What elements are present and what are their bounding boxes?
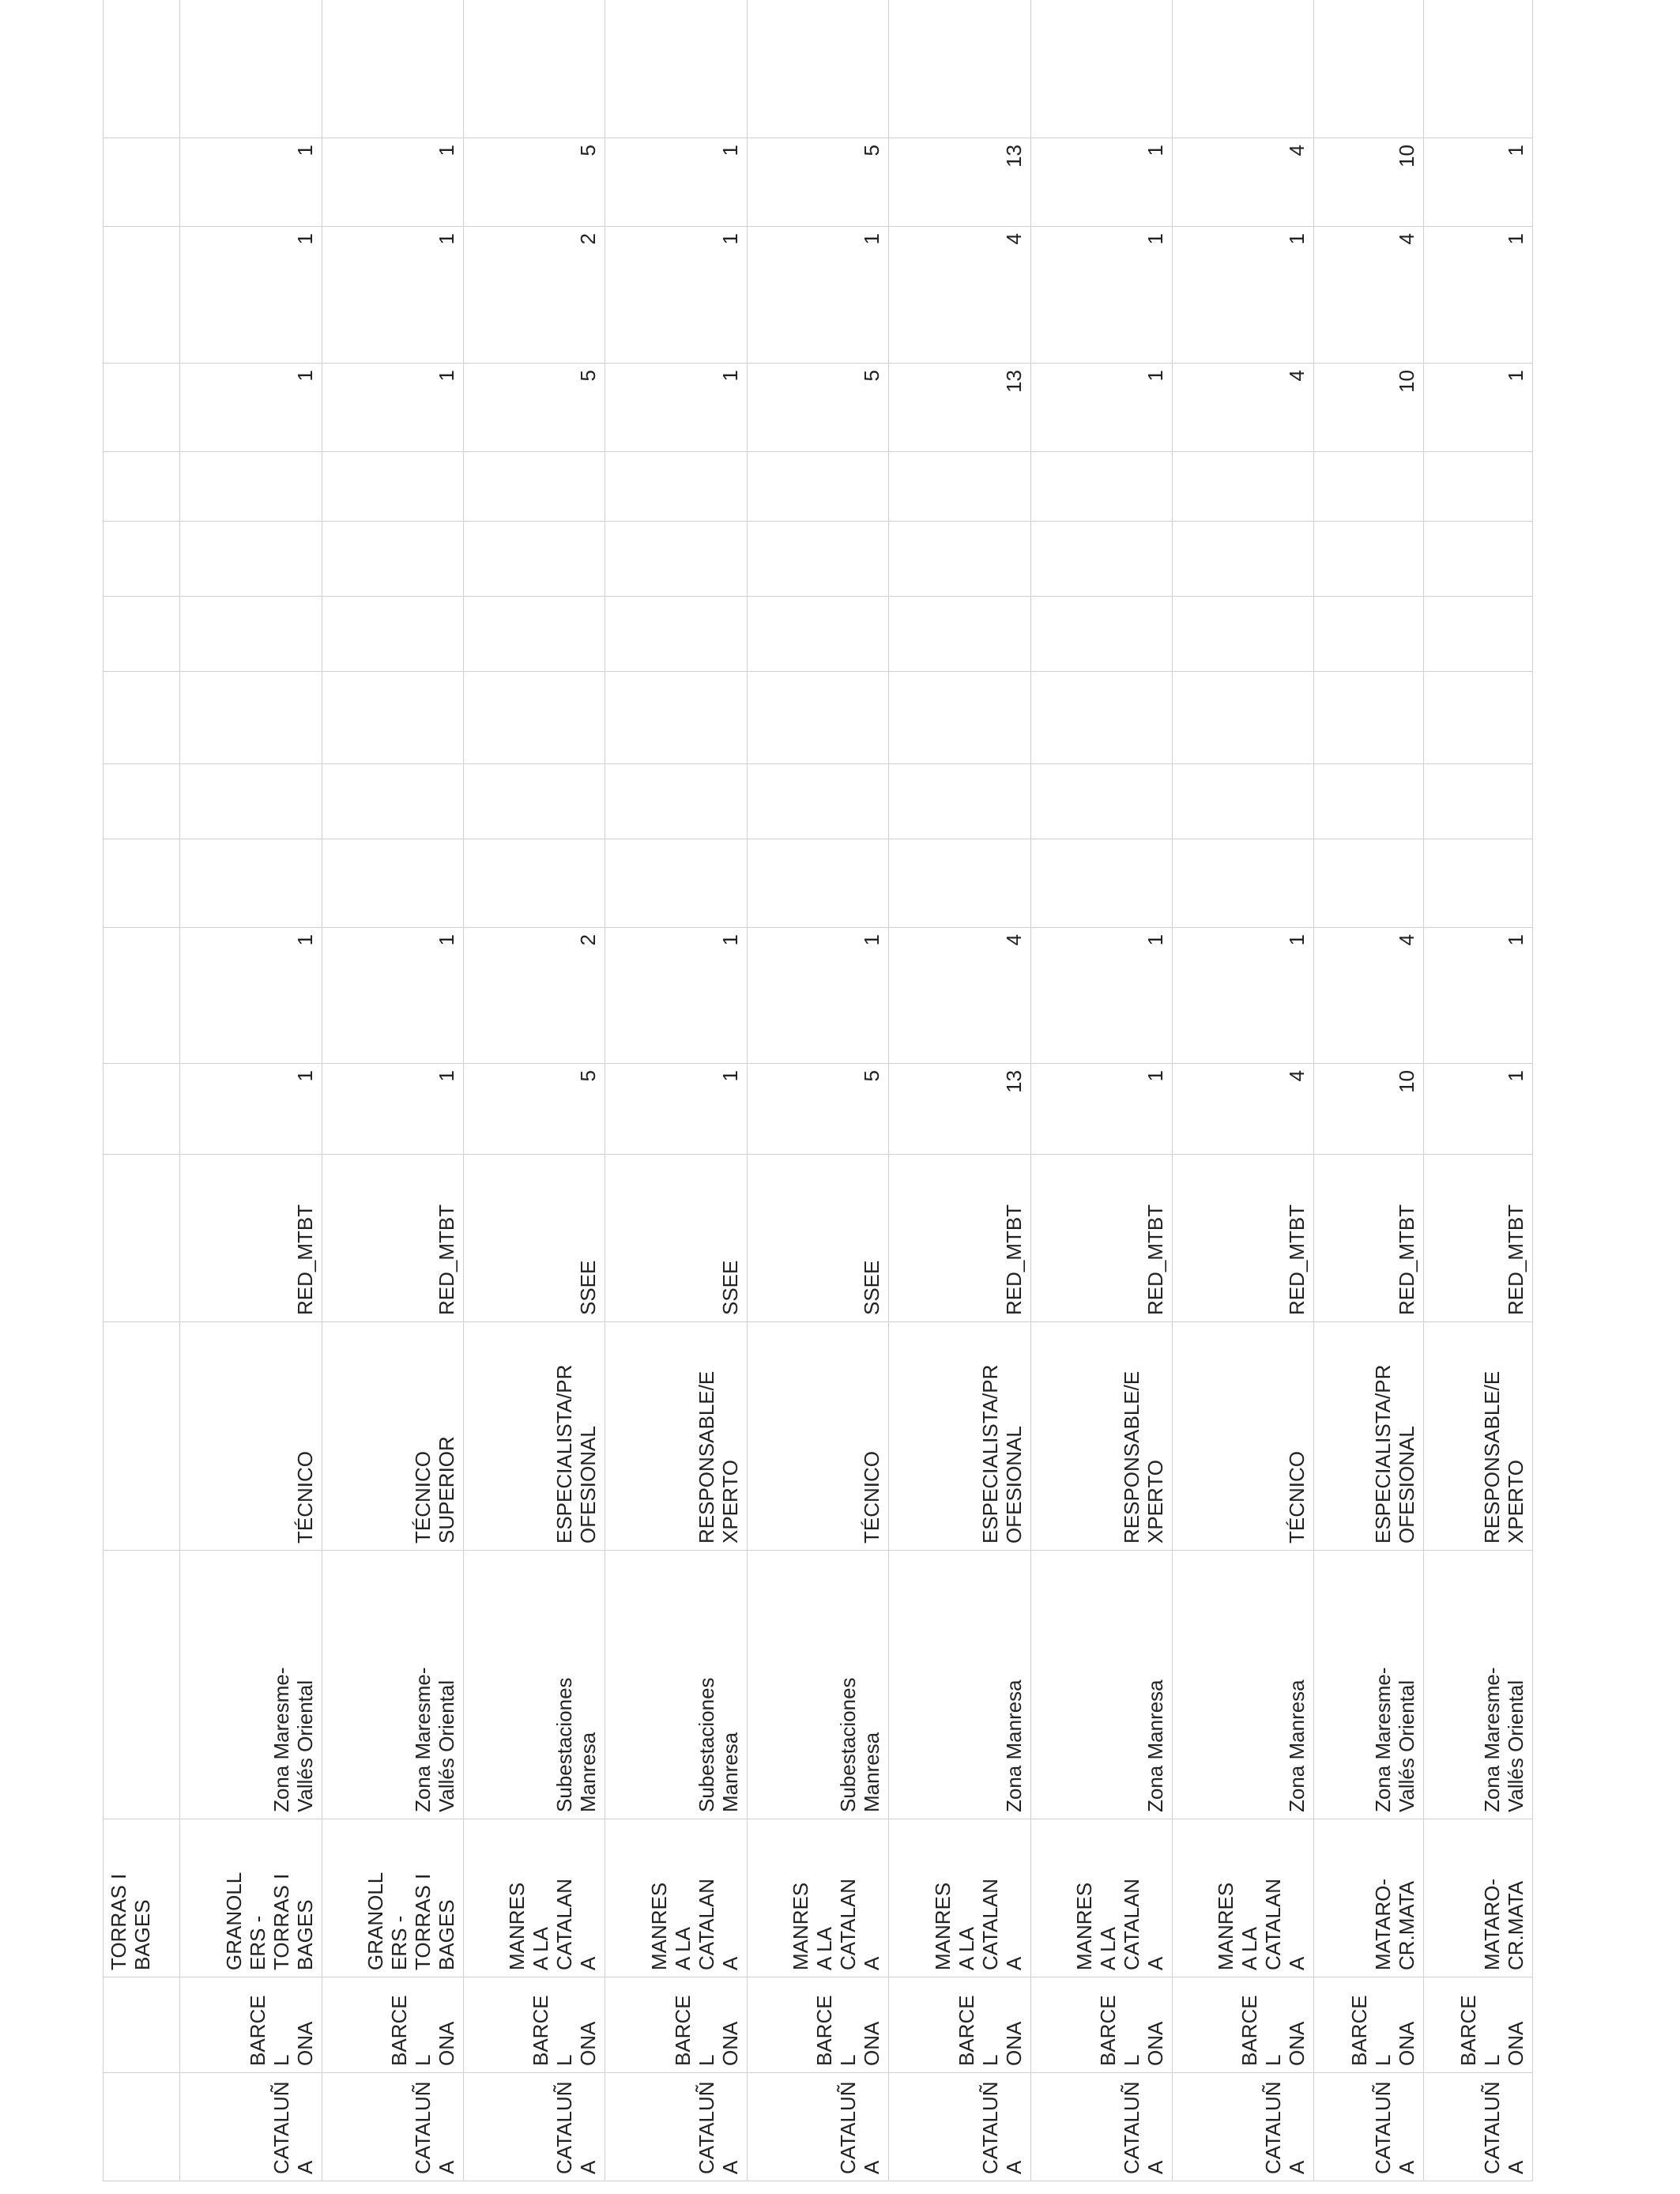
table-cell: 1 [1423,928,1532,1064]
table-cell [1172,672,1313,764]
table-cell: 1 [1030,227,1172,364]
table-cell: RED_MTBT [322,1155,463,1322]
table-cell: 1 [1030,1064,1172,1155]
table-cell [1314,0,1423,138]
table-cell: 1 [180,928,322,1064]
table-cell: CATALUÑ A [322,2073,463,2181]
table-cell [889,839,1030,928]
table-cell [180,672,322,764]
header-cell: TORRAS I BAGES [104,1819,180,1977]
table-cell [1172,597,1313,672]
table-cell: 1 [1030,928,1172,1064]
table-cell [889,597,1030,672]
table-cell [1030,764,1172,839]
table-cell [747,0,888,138]
table-cell [1423,839,1532,928]
table-cell: Subestaciones Manresa [464,1551,605,1819]
table-cell: 2 [464,928,605,1064]
table-cell: 1 [180,364,322,452]
table-cell: CATALUÑ A [1172,2073,1313,2181]
table-cell [464,672,605,764]
table-cell: 1 [322,364,463,452]
table-cell [889,0,1030,138]
header-cell [104,597,180,672]
header-row [104,0,180,2181]
header-cell [104,1977,180,2073]
table-cell: 1 [605,1064,747,1155]
table-cell: TÉCNICO [1172,1322,1313,1551]
table-cell: RESPONSABLE/E XPERTO [1423,1322,1532,1551]
table-cell: RED_MTBT [889,1155,1030,1322]
header-cell [104,928,180,1064]
table-cell: 5 [747,1064,888,1155]
table-cell [1423,452,1532,522]
header-cell [104,672,180,764]
table-cell: MANRES A LA CATALAN A [889,1819,1030,1977]
table-cell [605,764,747,839]
table-cell [1314,522,1423,597]
table-cell: CATALUÑ A [747,2073,888,2181]
table-cell: Zona Manresa [889,1551,1030,1819]
table-cell [889,522,1030,597]
table-cell: BARCEL ONA [1314,1977,1423,2073]
table-cell [605,452,747,522]
table-cell: 1 [322,227,463,364]
table-cell: RED_MTBT [1423,1155,1532,1322]
table-cell: CATALUÑ A [464,2073,605,2181]
data-table [103,0,1533,2181]
table-cell: BARCEL ONA [180,1977,322,2073]
table-cell: 1 [180,1064,322,1155]
table-cell [464,452,605,522]
table-cell: ESPECIALISTA/PR OFESIONAL [464,1322,605,1551]
table-cell [889,672,1030,764]
table-cell [747,522,888,597]
table-cell: BARCEL ONA [1172,1977,1313,2073]
table-cell: 1 [605,138,747,227]
table-cell: 1 [180,227,322,364]
table-cell: MANRES A LA CATALAN A [747,1819,888,1977]
table-cell [1423,0,1532,138]
table-cell [747,597,888,672]
table-cell [1030,522,1172,597]
table-cell: CATALUÑ A [180,2073,322,2181]
table-cell: SSEE [747,1155,888,1322]
table-cell [1423,672,1532,764]
table-cell [605,597,747,672]
table-cell: CATALUÑ A [1314,2073,1423,2181]
table-cell: Subestaciones Manresa [747,1551,888,1819]
table-cell [747,764,888,839]
table-row [180,0,322,2181]
table-cell: Subestaciones Manresa [605,1551,747,1819]
header-cell [104,1064,180,1155]
table-cell: GRANOLL ERS - TORRAS I BAGES [180,1819,322,1977]
table-cell: TÉCNICO [180,1322,322,1551]
table-row [605,0,747,2181]
table-cell [180,452,322,522]
table-cell [747,452,888,522]
header-cell [104,364,180,452]
table-cell: 4 [889,227,1030,364]
table-cell: 10 [1314,138,1423,227]
table-cell: MATARO- CR.MATA [1314,1819,1423,1977]
table-cell [464,522,605,597]
table-cell: 1 [1030,364,1172,452]
table-cell [1030,0,1172,138]
table-row [1172,0,1313,2181]
table-cell: BARCEL ONA [322,1977,463,2073]
table-cell: 1 [1423,138,1532,227]
header-cell [104,522,180,597]
table-cell: 1 [605,928,747,1064]
table-cell: 1 [322,138,463,227]
table-cell [464,0,605,138]
table-cell [605,839,747,928]
table-cell: BARCEL ONA [605,1977,747,2073]
header-cell [104,764,180,839]
table-cell: Zona Maresme- Vallés Oriental [1314,1551,1423,1819]
table-cell [747,839,888,928]
table-cell [464,597,605,672]
table-cell [180,764,322,839]
table-cell: MANRES A LA CATALAN A [605,1819,747,1977]
table-cell: 4 [1314,928,1423,1064]
rotated-spreadsheet-page [103,13,1533,2181]
table-cell [1030,672,1172,764]
table-cell: 13 [889,1064,1030,1155]
table-cell: 1 [747,928,888,1064]
table-cell: RED_MTBT [1172,1155,1313,1322]
table-cell [1423,522,1532,597]
table-cell: CATALUÑ A [1030,2073,1172,2181]
table-cell: 5 [747,138,888,227]
header-cell [104,0,180,138]
table-cell: CATALUÑ A [1423,2073,1532,2181]
table-cell [322,839,463,928]
table-cell: 4 [1172,138,1313,227]
table-cell: 13 [889,364,1030,452]
table-cell: 1 [747,227,888,364]
table-cell [889,452,1030,522]
table-cell: BARCEL ONA [889,1977,1030,2073]
header-cell [104,1551,180,1819]
table-cell [1172,522,1313,597]
table-cell [1030,452,1172,522]
table-cell [605,0,747,138]
table-cell: 1 [1172,928,1313,1064]
table-cell: ESPECIALISTA/PR OFESIONAL [889,1322,1030,1551]
table-row [322,0,463,2181]
table-cell: 10 [1314,364,1423,452]
table-cell [605,522,747,597]
table-cell [180,597,322,672]
table-cell [322,597,463,672]
table-cell: RESPONSABLE/E XPERTO [1030,1322,1172,1551]
table-body [104,0,1533,2181]
table-row [1030,0,1172,2181]
table-cell: 1 [322,1064,463,1155]
table-cell: RED_MTBT [1030,1155,1172,1322]
table-cell: CATALUÑ A [889,2073,1030,2181]
table-cell: BARCEL ONA [464,1977,605,2073]
table-cell [180,839,322,928]
table-cell: RED_MTBT [180,1155,322,1322]
table-row [747,0,888,2181]
table-row [464,0,605,2181]
table-cell: BARCEL ONA [1423,1977,1532,2073]
table-cell: ESPECIALISTA/PR OFESIONAL [1314,1322,1423,1551]
table-cell: 1 [1423,364,1532,452]
table-cell: 5 [464,364,605,452]
table-cell [322,672,463,764]
table-cell [1172,839,1313,928]
table-cell: RED_MTBT [1314,1155,1423,1322]
table-cell [1172,0,1313,138]
table-cell: Zona Manresa [1030,1551,1172,1819]
table-cell [1423,597,1532,672]
table-cell [1423,764,1532,839]
table-cell: 1 [1423,1064,1532,1155]
table-cell [1314,597,1423,672]
table-cell: 5 [747,364,888,452]
table-cell: MANRES A LA CATALAN A [1172,1819,1313,1977]
table-cell [180,0,322,138]
header-cell [104,2073,180,2181]
table-cell [322,764,463,839]
table-cell: BARCEL ONA [1030,1977,1172,2073]
table-cell: 13 [889,138,1030,227]
header-cell [104,452,180,522]
table-cell: 5 [464,1064,605,1155]
table-cell: 4 [1172,364,1313,452]
table-cell: RESPONSABLE/E XPERTO [605,1322,747,1551]
table-cell: TÉCNICO [747,1322,888,1551]
table-cell [322,522,463,597]
table-cell: 1 [1030,138,1172,227]
table-cell [464,839,605,928]
table-cell [322,0,463,138]
header-cell [104,1155,180,1322]
table-cell: 1 [605,364,747,452]
table-cell [464,764,605,839]
table-cell: Zona Manresa [1172,1551,1313,1819]
table-cell: BARCEL ONA [747,1977,888,2073]
table-cell: TÉCNICO SUPERIOR [322,1322,463,1551]
table-cell [889,764,1030,839]
table-cell: 2 [464,227,605,364]
table-cell: SSEE [464,1155,605,1322]
header-cell [104,839,180,928]
table-cell [1314,839,1423,928]
table-cell [180,522,322,597]
table-cell [322,452,463,522]
table-cell: Zona Maresme- Vallés Oriental [1423,1551,1532,1819]
table-cell [1314,672,1423,764]
table-cell [1172,452,1313,522]
table-cell: 4 [1314,227,1423,364]
table-cell: Zona Maresme- Vallés Oriental [322,1551,463,1819]
table-cell: 1 [180,138,322,227]
table-cell [1172,764,1313,839]
table-cell: SSEE [605,1155,747,1322]
header-cell [104,138,180,227]
table-cell [1030,839,1172,928]
table-cell [1314,452,1423,522]
table-cell [605,672,747,764]
table-cell: MATARO- CR.MATA [1423,1819,1532,1977]
table-row [1314,0,1423,2181]
table-cell: Zona Maresme- Vallés Oriental [180,1551,322,1819]
table-cell: 4 [889,928,1030,1064]
header-cell [104,227,180,364]
table-cell: 1 [605,227,747,364]
table-cell: MANRES A LA CATALAN A [1030,1819,1172,1977]
table-row [889,0,1030,2181]
table-cell: CATALUÑ A [605,2073,747,2181]
table-cell [1030,597,1172,672]
table-cell: 1 [322,928,463,1064]
table-cell: MANRES A LA CATALAN A [464,1819,605,1977]
table-cell [1314,764,1423,839]
header-cell [104,1322,180,1551]
table-cell: 1 [1423,227,1532,364]
table-row [1423,0,1532,2181]
table-cell: 5 [464,138,605,227]
table-cell: 1 [1172,227,1313,364]
table-cell: GRANOLL ERS - TORRAS I BAGES [322,1819,463,1977]
table-cell [747,672,888,764]
table-cell: 4 [1172,1064,1313,1155]
table-cell: 10 [1314,1064,1423,1155]
